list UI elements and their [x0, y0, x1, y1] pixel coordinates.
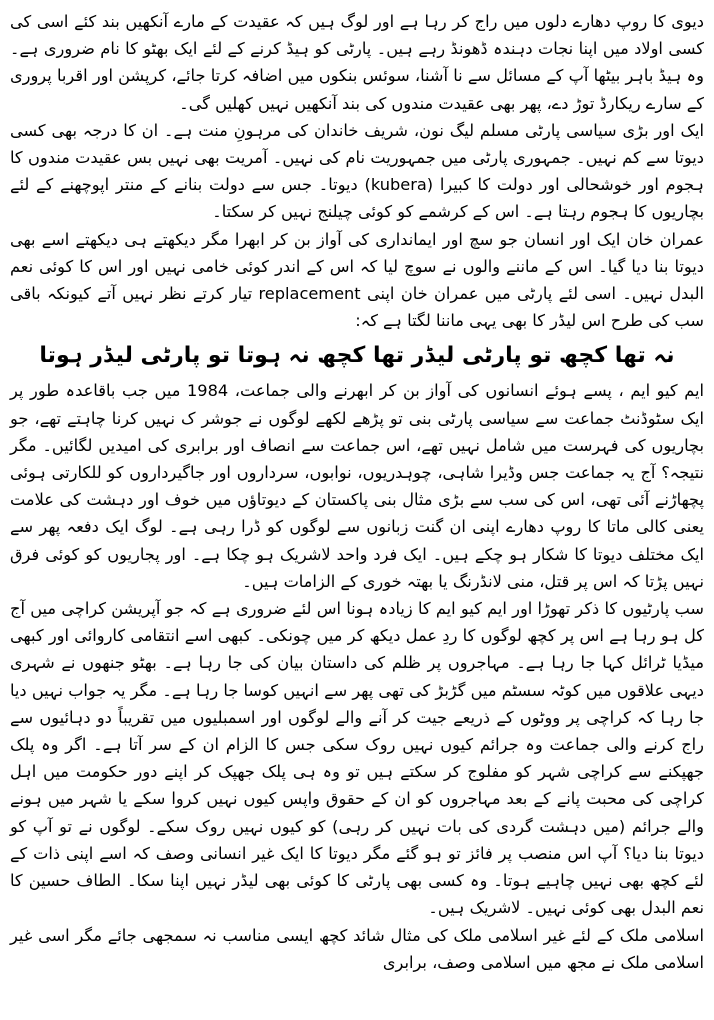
paragraph-devi [10, 8, 704, 117]
paragraph-text: ایک اور بڑی سیاسی پارٹی مسلم لیگ نون، شریف خاندان کی مرہونِ منت ہے۔ ان کا درجہ بھی کسی دیوتا سے کم نہیں۔ جمہوری پارٹی میں جمہوریت نام کی نہیں۔ آمریت بھی نہیں بس عقیدت مندوں کا ہجوم اور خوشحالی اور دولت کا کبیرا (kubera) دیوتا۔ جس سے دولت بنانے کے منتر اپوچھنے کے لئے بچاریوں کا ہجوم رہتا ہے۔ اس کے کرشمے کو کوئی چیلنج نہیں کر سکتا۔ [10, 120, 704, 222]
paragraph-text: اسلامی ملک کے لئے غیر اسلامی ملک کی مثال شائد کچھ ایسی مناسب نہ سمجھی جائے مگر اسی غیر اسلامی ملک نے مجھ میں اسلامی وصف، برابری [10, 925, 704, 972]
paragraph-text: سب پارٹیوں کا ذکر تھوڑا اور ایم کیو ایم کا زیادہ ہونا اس لئے ضروری ہے کہ جو آپریشن کراچی میں آج کل ہو رہا ہے اس پر کچھ لوگوں کا ردِ عمل دیکھ کر میں چونکی۔ کبھی اسے انتقامی کاروائی اور کبھی میڈیا ٹرائل کہا جا رہا ہے۔ مہاجروں پر ظلم کی داستان بیان کی جا رہا ہے۔ بھٹو جنھوں نے شہری دیہی علاقوں میں کوٹہ سسٹم میں گڑبڑ کی تھی پھر سے انہیں کوسا جا رہا ہے۔ مگر یہ جواب نہیں دیا جا رہا کہ کراچی پر ووٹوں کے ذریعے جیت کر آنے والے لوگوں اور اسمبلیوں میں تقریباً دو دہائیوں سے راج کرنے والی جماعت وہ جرائم کیوں نہیں روک سکی جس کا الزام ان کے سر آتا ہے۔ اگر وہ پلک جھپکنے سے کراچی شہر کو مفلوج کر سکتے ہیں تو وہ ہی پلک جھپک کر اپنے دور حکومت میں اہل کراچی کی محبت پانے کے بعد مہاجروں کو ان کے حقوق واپس کیوں نہیں کروا سکے یا شہر میں ہونے والے جرائم (میں دہشت گردی کی بات نہیں کر رہی) کو کیوں نہیں روک سکے۔ لوگوں نے تو آپ کو دیوتا بنا دیا؟ آپ اس منصب پر فائز تو ہو گئے مگر دیوتا کا ایک غیر انسانی وصف کہ اسے اپنی ذات کے لئے کچھ بھی نہیں چاہیے ہوتا۔ وہ کسی بھی پارٹی کا کوئی بھی لیڈر نہیں اپنا سکا۔ الطاف حسین کا نعم البدل بھی کوئی نہیں۔ لاشریک ہیں۔ [10, 599, 704, 918]
paragraph-mqm [10, 377, 704, 595]
paragraph-karachi-operation [10, 595, 704, 921]
paragraph-imran-khan [10, 226, 704, 335]
verse-heading: نہ تھا کچھ تو پارٹی لیڈر تھا کچھ نہ ہوتا تو پارٹی لیڈر ہوتا [39, 343, 675, 369]
paragraph-text: دیوی کا روپ دھارے دلوں میں راج کر رہا ہے اور لوگ ہیں کہ عقیدت کے مارے آنکھیں بند کئے اسی کی کسی اولاد میں اپنا نجات دہندہ ڈھونڈ رہے ہیں۔ پارٹی کو ہیڈ کرنے کے لئے ایک بھٹو کا نام ضروری ہے۔ وہ ہیڈ باہر بیٹھا آپ کے مسائل سے نا آشنا، سوئس بنکوں میں اضافہ کرتا جائے، کرپشن اور اقربا پروری کے سارے ریکارڈ توڑ دے، پھر بھی عقیدت مندوں کی بند آنکھیں نہیں کھلیں گی۔ [10, 12, 704, 113]
paragraph-islamic-country [10, 922, 704, 976]
paragraph-text: عمران خان ایک اور انسان جو سچ اور ایمانداری کی آواز بن کر ابھرا مگر دیکھتے ہی دیکھتے اسے بھی دیوتا بنا دیا گیا۔ اس کے ماننے والوں نے سوچ لیا کہ اس کے اندر کوئی خامی نہیں اور اس کا کوئی نعم البدل نہیں۔ اسی لئے پارٹی میں عمران خان اپنی replacement تیار کرتے نظر نہیں آتے کیونکہ باقی سب کی طرح اس لیڈر کا بھی یہی ماننا لگتا ہے کہ: [10, 229, 704, 331]
paragraph-muslim-league [10, 117, 704, 226]
paragraph-text: ایم کیو ایم ، پسے ہوئے انسانوں کی آواز بن کر ابھرنے والی جماعت، 1984 میں جب باقاعدہ طور پر ایک سٹوڈنٹ جماعت سے سیاسی پارٹی بنی تو پڑھے لکھے لوگوں نے جوشر ک نہیں کرنا چاہتے تھے، جو بچاریوں کی فہرست میں شامل نہیں تھے، اس جماعت سے انصاف اور برابری کی امیدیں لگائیں۔ مگر نتیجہ؟ آج یہ جماعت جس وڈیرا شاہی، چوہدریوں، نوابوں، سرداروں اور جاگیرداروں کو للکارتی ہوئی پچھاڑنے آئی تھی، اس کی سب سے بڑی مثال بنی پاکستان کے دیوتاؤں میں خوف اور دہشت کی علامت یعنی کالی ماتا کا روپ دھارے اپنی ان گنت زبانوں سے لوگوں کو ڈرا رہی ہے۔ لوگ ایک دفعہ پھر سے ایک مختلف دیوتا کا شکار ہو چکے ہیں۔ ایک فرد واحد لاشریک ہو چکا ہے۔ اور پجاریوں کو کوئی فرق نہیں پڑتا کہ اس پر قتل، منی لانڈرنگ یا بھتہ خوری کے الزامات ہیں۔ [10, 381, 704, 591]
